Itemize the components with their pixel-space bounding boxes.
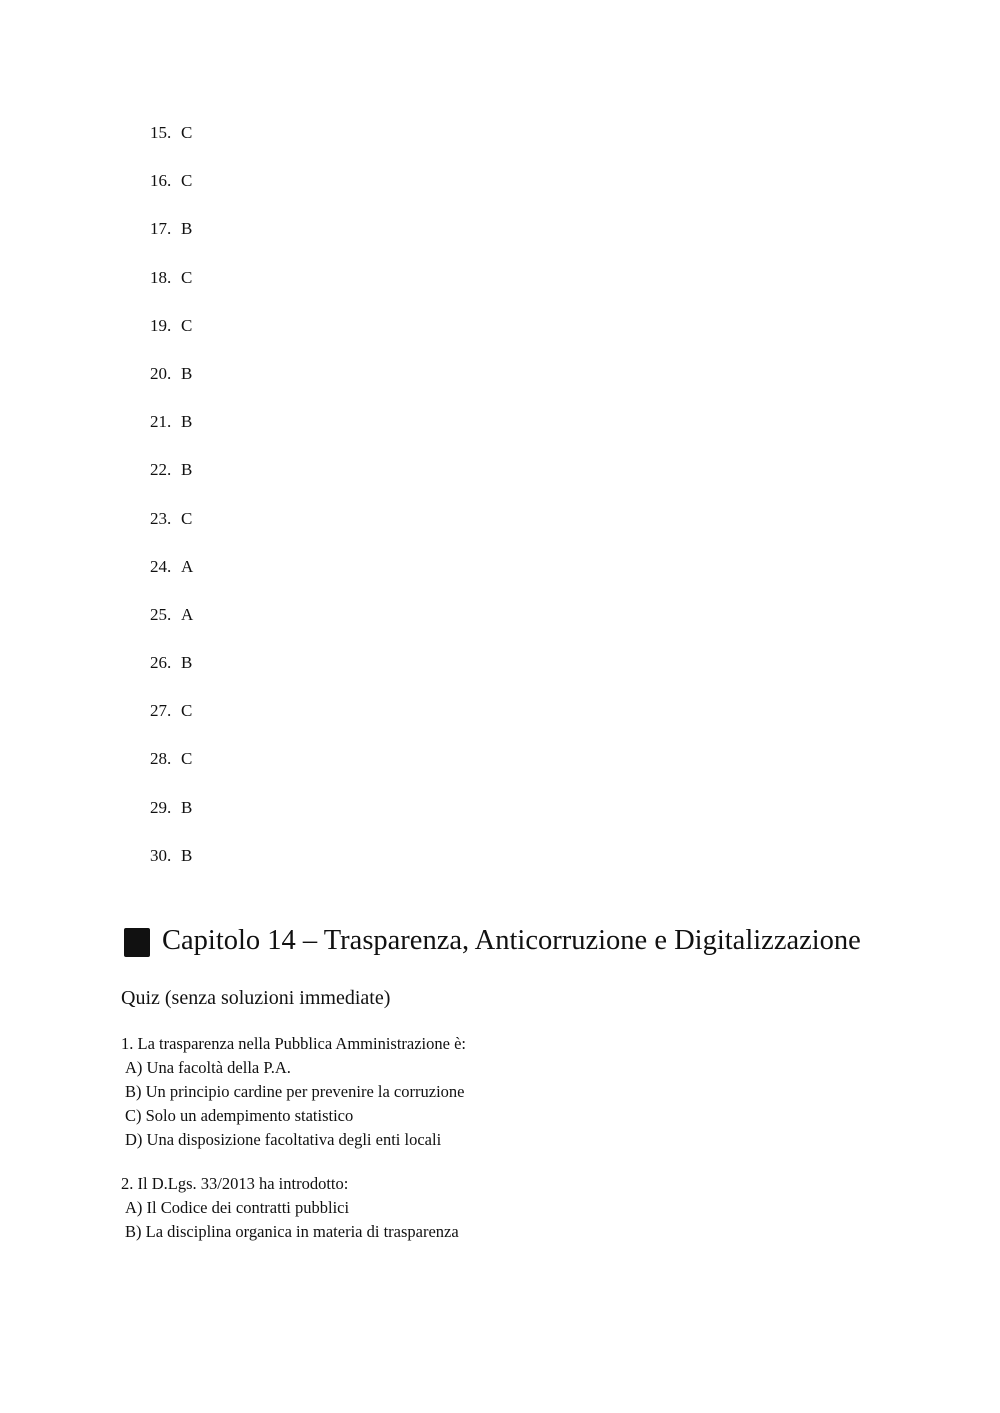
answer-number: 26. <box>150 653 172 673</box>
answer-item <box>150 506 193 554</box>
question-option: D) Una disposizione facoltativa degli enti locali <box>125 1130 442 1149</box>
answer-item <box>150 361 193 409</box>
answer-item <box>150 843 193 891</box>
answer-letter: B <box>181 653 193 673</box>
answer-number: 21. <box>150 412 172 432</box>
answer-letter: A <box>181 556 194 576</box>
answer-item <box>150 746 193 794</box>
answer-number: 17. <box>150 219 172 239</box>
answer-item <box>150 795 193 843</box>
answer-number: 20. <box>150 363 172 383</box>
answer-item <box>150 409 193 457</box>
answer-item <box>150 602 193 650</box>
question-option: A) Una facoltà della P.A. <box>125 1058 291 1077</box>
question-text: 2. Il D.Lgs. 33/2013 ha introdotto: <box>121 1174 349 1193</box>
quiz-subtitle: Quiz (senza soluzioni immediate) <box>121 987 391 1009</box>
answer-item <box>150 554 193 602</box>
answer-item <box>150 120 193 168</box>
answer-letter: C <box>181 267 193 287</box>
answer-number: 15. <box>150 123 172 142</box>
answer-item <box>150 265 193 313</box>
quiz-question <box>121 1032 466 1152</box>
answer-item <box>150 216 193 264</box>
answer-number: 16. <box>150 171 172 191</box>
answer-letter: B <box>181 797 193 817</box>
answer-letter: B <box>181 412 193 432</box>
answer-number: 27. <box>150 701 172 721</box>
quiz-question <box>121 1172 459 1244</box>
answer-letter: C <box>181 315 193 335</box>
answer-letter: B <box>181 219 193 239</box>
answer-letter: C <box>181 749 193 769</box>
book-icon <box>124 928 150 957</box>
answer-letter: C <box>181 123 193 142</box>
answer-item <box>150 698 193 746</box>
question-option: A) Il Codice dei contratti pubblici <box>125 1198 350 1217</box>
answer-key-list <box>150 120 193 891</box>
answer-letter: C <box>181 171 193 191</box>
question-option: C) Solo un adempimento statistico <box>125 1106 354 1125</box>
answer-number: 29. <box>150 797 172 817</box>
answer-item <box>150 313 193 361</box>
question-option: B) La disciplina organica in materia di trasparenza <box>125 1222 459 1241</box>
answer-number: 28. <box>150 749 172 769</box>
answer-letter: A <box>181 604 194 624</box>
answer-number: 22. <box>150 460 172 480</box>
answer-item <box>150 168 193 216</box>
chapter-heading <box>124 922 861 960</box>
question-option: B) Un principio cardine per prevenire la corruzione <box>125 1082 465 1101</box>
answer-item <box>150 650 193 698</box>
answer-number: 25. <box>150 604 172 624</box>
answer-number: 23. <box>150 508 172 528</box>
answer-letter: B <box>181 845 193 865</box>
answer-number: 19. <box>150 315 172 335</box>
answer-item <box>150 457 193 505</box>
answer-letter: B <box>181 363 193 383</box>
answer-number: 30. <box>150 845 172 865</box>
answer-number: 18. <box>150 267 172 287</box>
answer-number: 24. <box>150 556 172 576</box>
chapter-title: Capitolo 14 – Trasparenza, Anticorruzione e Digitalizzazione <box>162 925 861 956</box>
answer-letter: C <box>181 701 193 721</box>
answer-letter: B <box>181 460 193 480</box>
question-text: 1. La trasparenza nella Pubblica Amministrazione è: <box>121 1034 467 1053</box>
answer-letter: C <box>181 508 193 528</box>
